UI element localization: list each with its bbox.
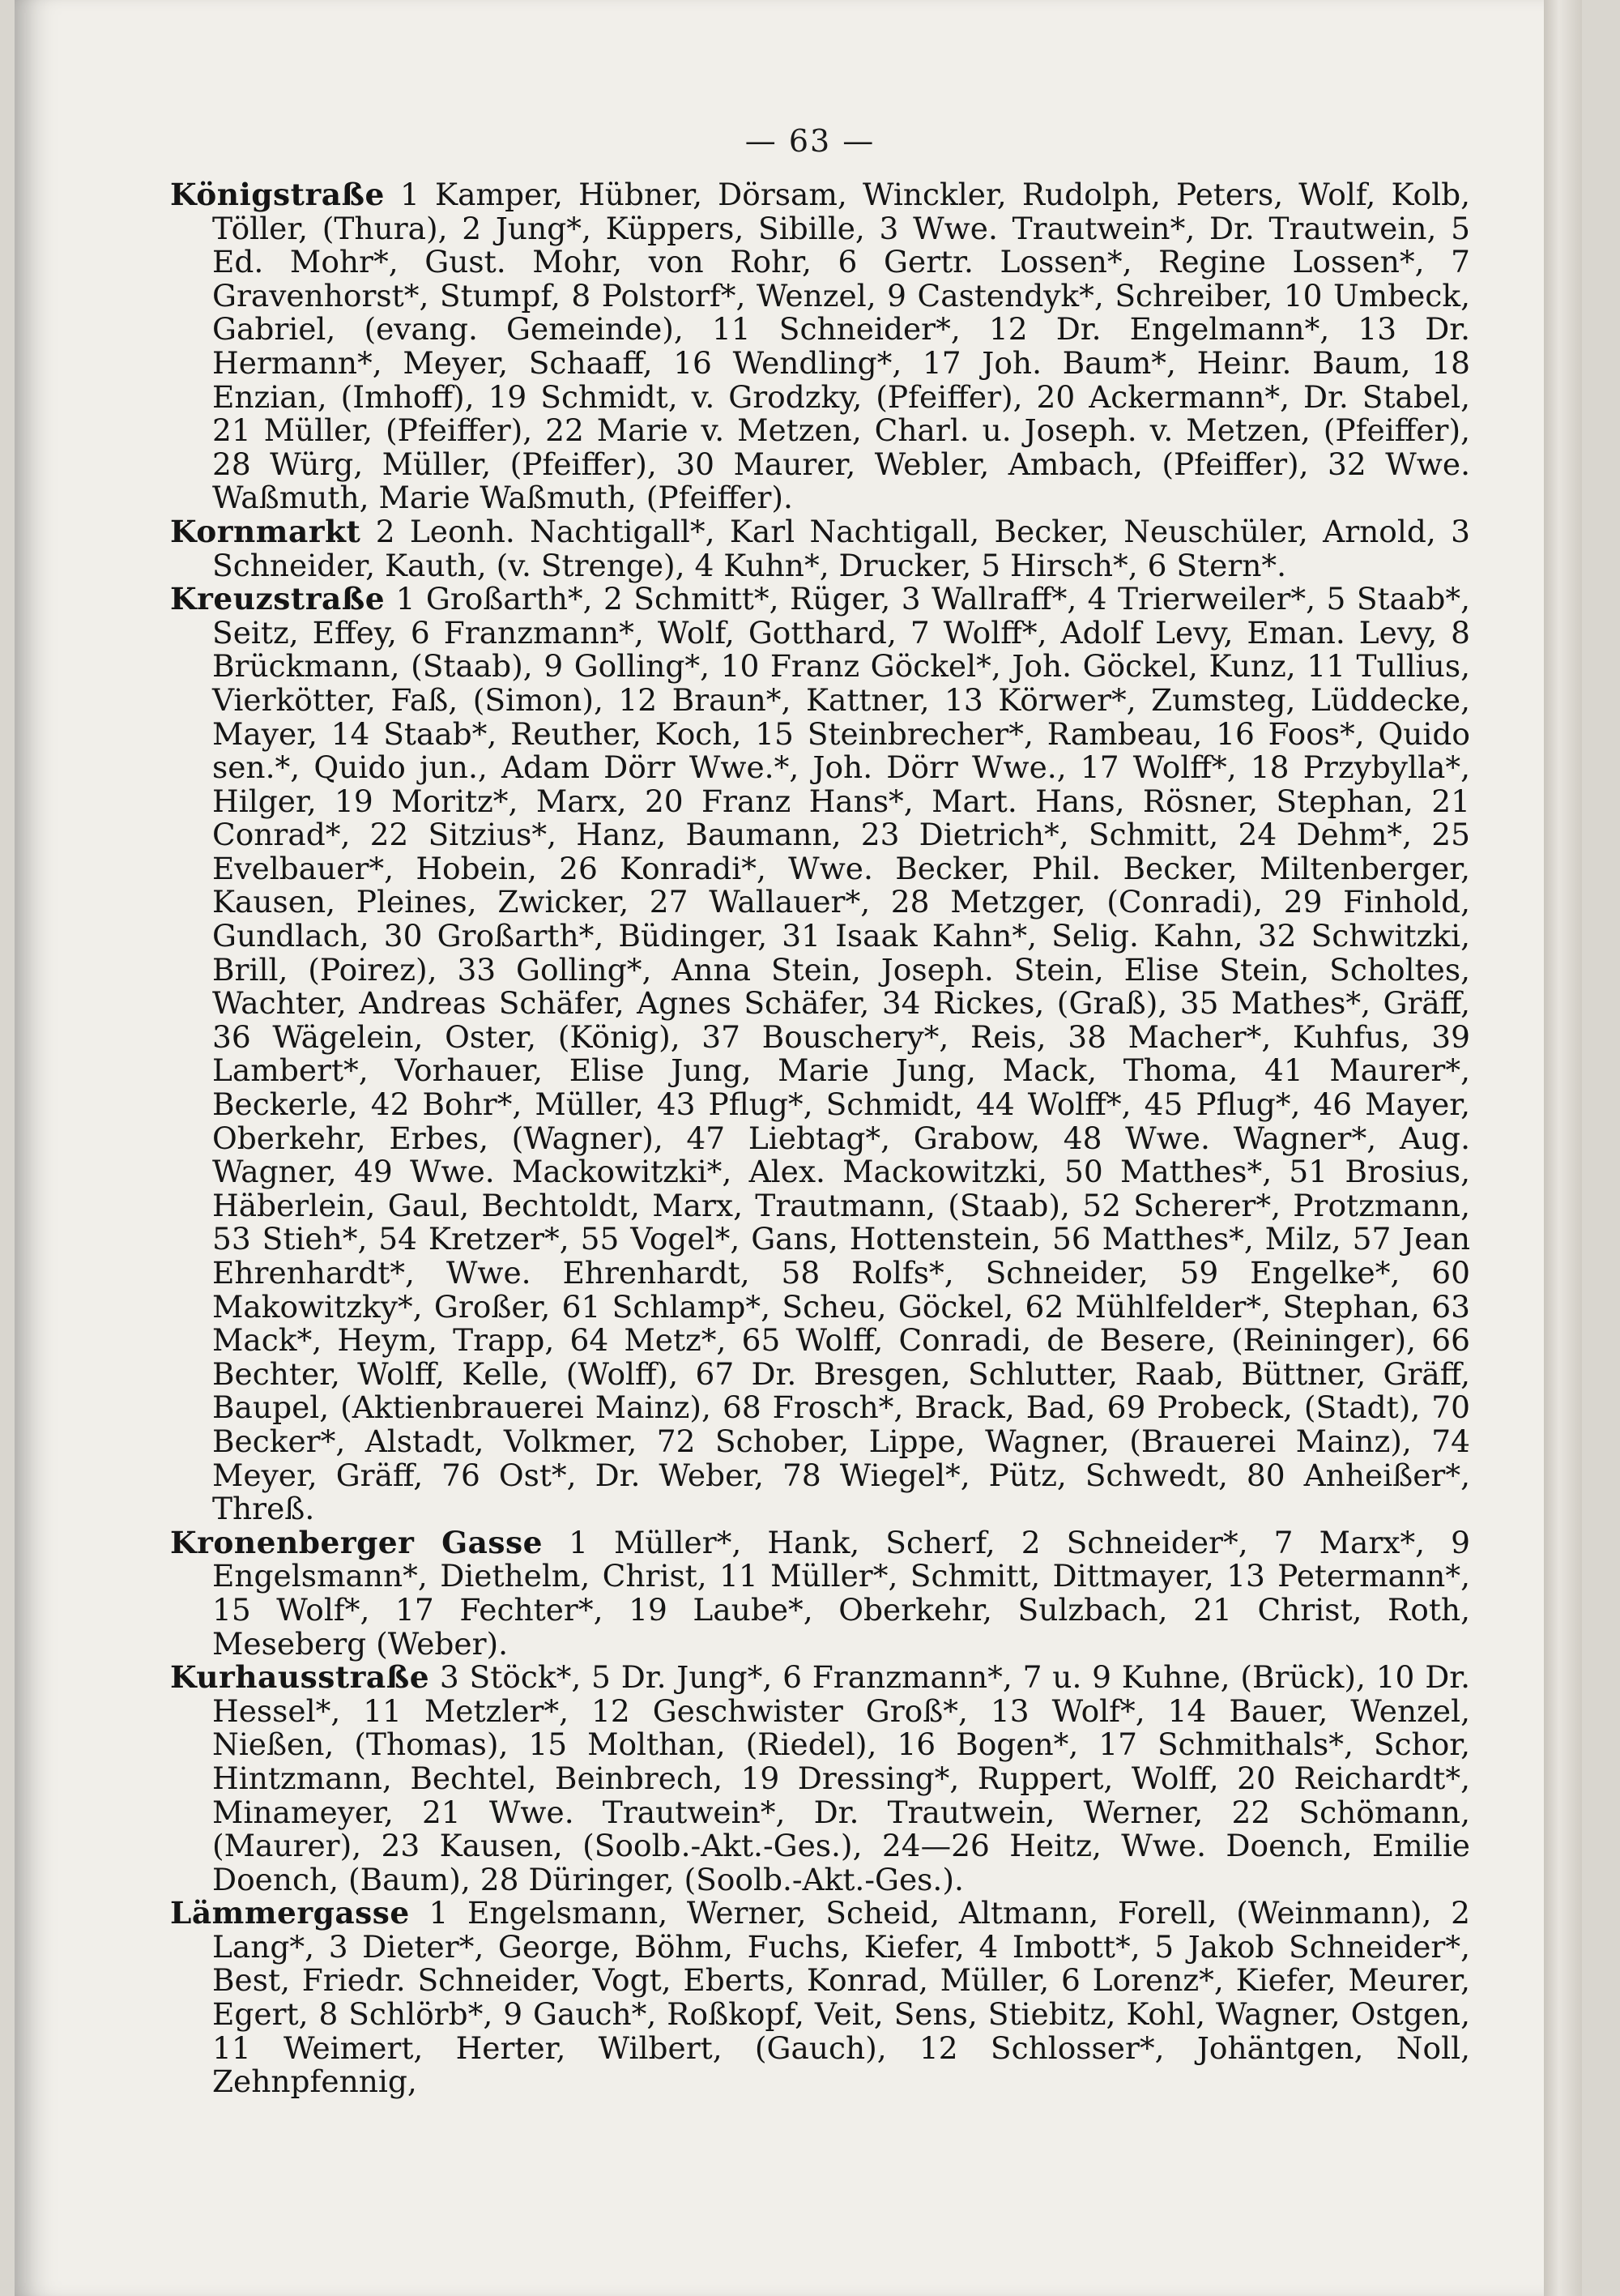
page-number: — 63 — <box>744 123 876 159</box>
street-residents: 1 Kamper, Hübner, Dörsam, Winckler, Rudolph, Peters, Wolf, Kolb, Töller, (Thura), 2 Jung*, Küppers, Sibille, 3 Wwe. Trautwein*, Dr. Trautwein, 5 Ed. Mohr*, Gust. Mohr, von Rohr, 6 Gertr. Lossen*, Regine Lossen*, 7 Gravenhorst*, Stumpf, 8 Polstorf*, Wenzel, 9 Castendyk*, Schreiber, 10 Umbeck, Gabriel, (evang. Gemeinde), 11 Schneider*, 12 Dr. Engelmann*, 13 Dr. Hermann*, Meyer, Schaaff, 16 Wendling*, 17 Joh. Baum*, Heinr. Baum, 18 Enzian, (Imhoff), 19 Schmidt, v. Grodzky, (Pfeiffer), 20 Ackermann*, Dr. Stabel, 21 Müller, (Pfeiffer), 22 Marie v. Metzen, Charl. u. Joseph. v. Metzen, (Pfeiffer), 28 Würg, Müller, (Pfeiffer), 30 Maurer, Webler, Ambach, (Pfeiffer), 32 Wwe. Waßmuth, Marie Waßmuth, (Pfeiffer). <box>212 177 1470 516</box>
street-name: Königstraße <box>170 177 385 212</box>
street-entry <box>170 583 1470 1526</box>
street-entry <box>170 178 1470 515</box>
directory-listing <box>170 178 1470 2099</box>
street-name: Kronenberger Gasse <box>170 1524 544 1560</box>
street-entry <box>170 515 1470 583</box>
street-name: Lämmergasse <box>170 1895 410 1931</box>
street-residents: 1 Müller*, Hank, Scherf, 2 Schneider*, 7 Marx*, 9 Engelsmann*, Diethelm, Christ, 11 Müller*, Schmitt, Dittmayer, 13 Petermann*, 15 Wolf*, 17 Fechter*, 19 Laube*, Oberkehr, Sulzbach, 21 Christ, Roth, Meseberg (Weber). <box>212 1524 1471 1662</box>
street-name: Kurhausstraße <box>170 1659 430 1696</box>
street-residents: 1 Engelsmann, Werner, Scheid, Altmann, Forell, (Weinmann), 2 Lang*, 3 Dieter*, George, Böhm, Fuchs, Kiefer, 4 Imbott*, 5 Jakob Schneider*, Best, Friedr. Schneider, Vogt, Eberts, Konrad, Müller, 6 Lorenz*, Kiefer, Meurer, Egert, 8 Schlörb*, 9 Gauch*, Roßkopf, Veit, Sens, Stiebitz, Kohl, Wagner, Ostgen, 11 Weimert, Herter, Wilbert, (Gauch), 12 Schlosser*, Johäntgen, Noll, Zehnpfennig, <box>212 1895 1470 2100</box>
street-entry <box>170 1897 1470 2099</box>
street-residents: 2 Leonh. Nachtigall*, Karl Nachtigall, Becker, Neuschüler, Arnold, 3 Schneider, Kauth, (v. Strenge), 4 Kuhn*, Drucker, 5 Hirsch*, 6 Stern*. <box>212 513 1471 583</box>
street-residents: 3 Stöck*, 5 Dr. Jung*, 6 Franzmann*, 7 u. 9 Kuhne, (Brück), 10 Dr. Hessel*, 11 Metzler*, 12 Geschwister Groß*, 13 Wolf*, 14 Bauer, Wenzel, Nießen, (Thomas), 15 Molthan, (Riedel), 16 Bogen*, 17 Schmithals*, Schor, Hintzmann, Bechtel, Beinbrech, 19 Dressing*, Ruppert, Wolff, 20 Reichardt*, Minameyer, 21 Wwe. Trautwein*, Dr. Trautwein, Werner, 22 Schömann, (Maurer), 23 Kausen, (Soolb.-Akt.-Ges.), 24—26 Heitz, Wwe. Doench, Emilie Doench, (Baum), 28 Düringer, (Soolb.-Akt.-Ges.). <box>212 1659 1470 1897</box>
street-name: Kornmarkt <box>170 513 361 549</box>
page-edge <box>1544 0 1582 2296</box>
street-entry <box>170 1661 1470 1897</box>
street-name: Kreuzstraße <box>170 581 386 617</box>
street-residents: 1 Großarth*, 2 Schmitt*, Rüger, 3 Wallraff*, 4 Trierweiler*, 5 Staab*, Seitz, Effey, 6 Franzmann*, Wolf, Gotthard, 7 Wolff*, Adolf Levy, Eman. Levy, 8 Brückmann, (Staab), 9 Golling*, 10 Franz Göckel*, Joh. Göckel, Kunz, 11 Tullius, Vierkötter, Faß, (Simon), 12 Braun*, Kattner, 13 Körwer*, Zumsteg, Lüddecke, Mayer, 14 Staab*, Reuther, Koch, 15 Steinbrecher*, Rambeau, 16 Foos*, Quido sen.*, Quido jun., Adam Dörr Wwe.*, Joh. Dörr Wwe., 17 Wolff*, 18 Przybylla*, Hilger, 19 Moritz*, Marx, 20 Franz Hans*, Mart. Hans, Rösner, Stephan, 21 Conrad*, 22 Sitzius*, Hanz, Baumann, 23 Dietrich*, Schmitt, 24 Dehm*, 25 Evelbauer*, Hobein, 26 Konradi*, Wwe. Becker, Phil. Becker, Miltenberger, Kausen, Pleines, Zwicker, 27 Wallauer*, 28 Metzger, (Conradi), 29 Finhold, Gundlach, 30 Großarth*, Büdinger, 31 Isaak Kahn*, Selig. Kahn, 32 Schwitzki, Brill, (Poirez), 33 Golling*, Anna Stein, Joseph. Stein, Elise Stein, Scholtes, Wachter, Andreas Schäfer, Agnes Schäfer, 34 Rickes, (Graß), 35 Mathes*, Gräff, 36 Wägelein, Oster, (König), 37 Bouschery*, Reis, 38 Macher*, Kuhfus, 39 Lambert*, Vorhauer, Elise Jung, Marie Jung, Mack, Thoma, 41 Maurer*, Beckerle, 42 Bohr*, Müller, 43 Pflug*, Schmidt, 44 Wolff*, 45 Pflug*, 46 Mayer, Oberkehr, Erbes, (Wagner), 47 Liebtag*, Grabow, 48 Wwe. Wagner*, Aug. Wagner, 49 Wwe. Mackowitzki*, Alex. Mackowitzki, 50 Matthes*, 51 Brosius, Häberlein, Gaul, Bechtoldt, Marx, Trautmann, (Staab), 52 Scherer*, Protzmann, 53 Stieh*, 54 Kretzer*, 55 Vogel*, Gans, Hottenstein, 56 Matthes*, Milz, 57 Jean Ehrenhardt*, Wwe. Ehrenhardt, 58 Rolfs*, Schneider, 59 Engelke*, 60 Makowitzky*, Großer, 61 Schlamp*, Scheu, Göckel, 62 Mühlfelder*, Stephan, 63 Mack*, Heym, Trapp, 64 Metz*, 65 Wolff, Conradi, de Besere, (Reininger), 66 Bechter, Wolff, Kelle, (Wolff), 67 Dr. Bresgen, Schlutter, Raab, Büttner, Gräff, Baupel, (Aktienbrauerei Mainz), 68 Frosch*, Brack, Bad, 69 Probeck, (Stadt), 70 Becker*, Alstadt, Volkmer, 72 Schober, Lippe, Wagner, (Brauerei Mainz), 74 Meyer, Gräff, 76 Ost*, Dr. Weber, 78 Wiegel*, Pütz, Schwedt, 80 Anheißer*, Threß. <box>212 581 1470 1527</box>
street-entry <box>170 1526 1470 1661</box>
